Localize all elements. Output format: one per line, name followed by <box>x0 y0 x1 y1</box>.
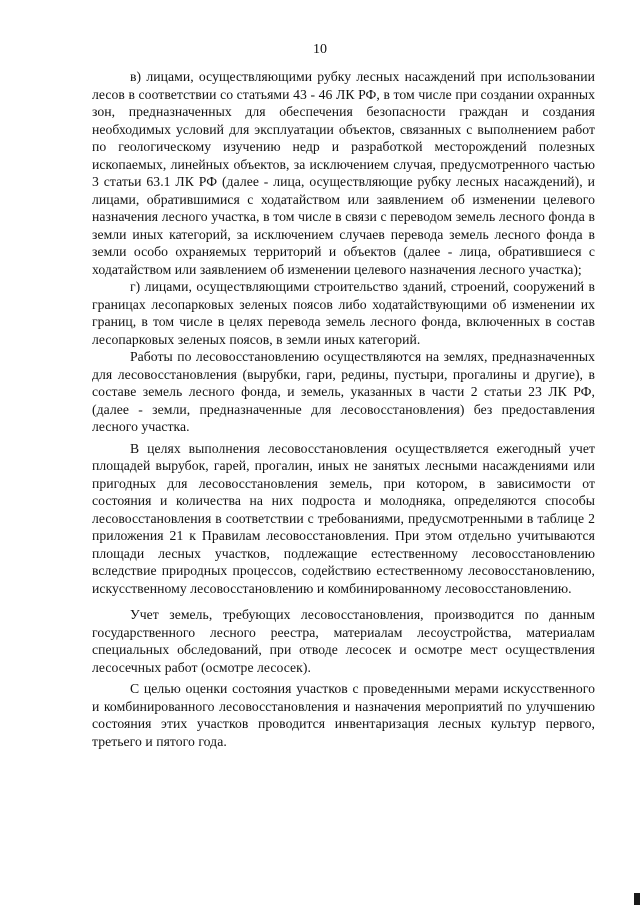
scan-edge-mark <box>634 893 640 905</box>
paragraph-annual-accounting: В целях выполнения лесовосстановления осуществляется ежегодный учет площадей вырубок, гарей, прогалин, иных не занятых лесными насаждениями или пригодных для лесовосстановления земель, при котором, в зависимости от состояния и количества на них подроста и молодняка, определяются способы лесовосстановления в соответствии с требованиями, предусмотренными в таблице 2 приложения 21 к Правилам лесовосстановления. При этом отдельно учитываются площади лесных участков, подлежащие естественному лесовосстановлению вследствие природных процессов, содействию естественному лесовосстановлению, искусственному лесовосстановлению и комбинированному лесовосстановлению. <box>92 440 595 596</box>
paragraph-reforestation-works: Работы по лесовосстановлению осуществляются на землях, предназначенных для лесовосстановления (вырубки, гари, редины, пустыри, прогалины и другие), в составе земель лесного фонда, и земель, указанных в части 2 статьи 23 ЛК РФ, (далее - земли, предназначенные для лесовосстановления) без предоставления лесного участка. <box>92 349 595 434</box>
paragraph-land-accounting: Учет земель, требующих лесовосстановления, производится по данным государственного лесного реестра, материалам лесоустройства, материалам специальных обследований, при отводе лесосек и осмотре мест осуществления лесосечных работ (осмотре лесосек). <box>92 607 595 675</box>
page-number: 10 <box>313 42 327 57</box>
paragraph-inventory: С целью оценки состояния участков с проведенными мерами искусственного и комбинированного лесовосстановления и назначения мероприятий по улучшению состояния этих участков проводится инвентаризация лесных культур первого, третьего и пятого года. <box>92 681 595 749</box>
paragraph-g: г) лицами, осуществляющими строительство зданий, строений, сооружений в границах лесопарковых зеленых поясов либо ходатайствующими об изменении их границ, в том числе в целях перевода земель лесного фонда, включенных в состав лесопарковых зеленых поясов, в земли иных категорий. <box>92 279 595 347</box>
body-text <box>92 68 595 750</box>
paragraph-v: в) лицами, осуществляющими рубку лесных насаждений при использовании лесов в соответствии со статьями 43 - 46 ЛК РФ, в том числе при создании охранных зон, предназначенных для обеспечения безопасности граждан и создания необходимых условий для эксплуатации объектов, связанных с выполнением работ по геологическому изучению недр и разработкой месторождений полезных ископаемых, линейных объектов, за исключением случая, предусмотренного частью 3 статьи 63.1 ЛК РФ (далее - лица, осуществляющие рубку лесных насаждений), и лицами, обратившимися с ходатайством или заявлением об изменении целевого назначения лесного участка, в том числе в связи с переводом земель лесного фонда в земли иных категорий, за исключением случаев перевода земель лесного фонда в земли особо охраняемых территорий и объектов (далее - лица, обратившиеся с ходатайством или заявлением об изменении целевого назначения лесного участка); <box>92 69 595 277</box>
